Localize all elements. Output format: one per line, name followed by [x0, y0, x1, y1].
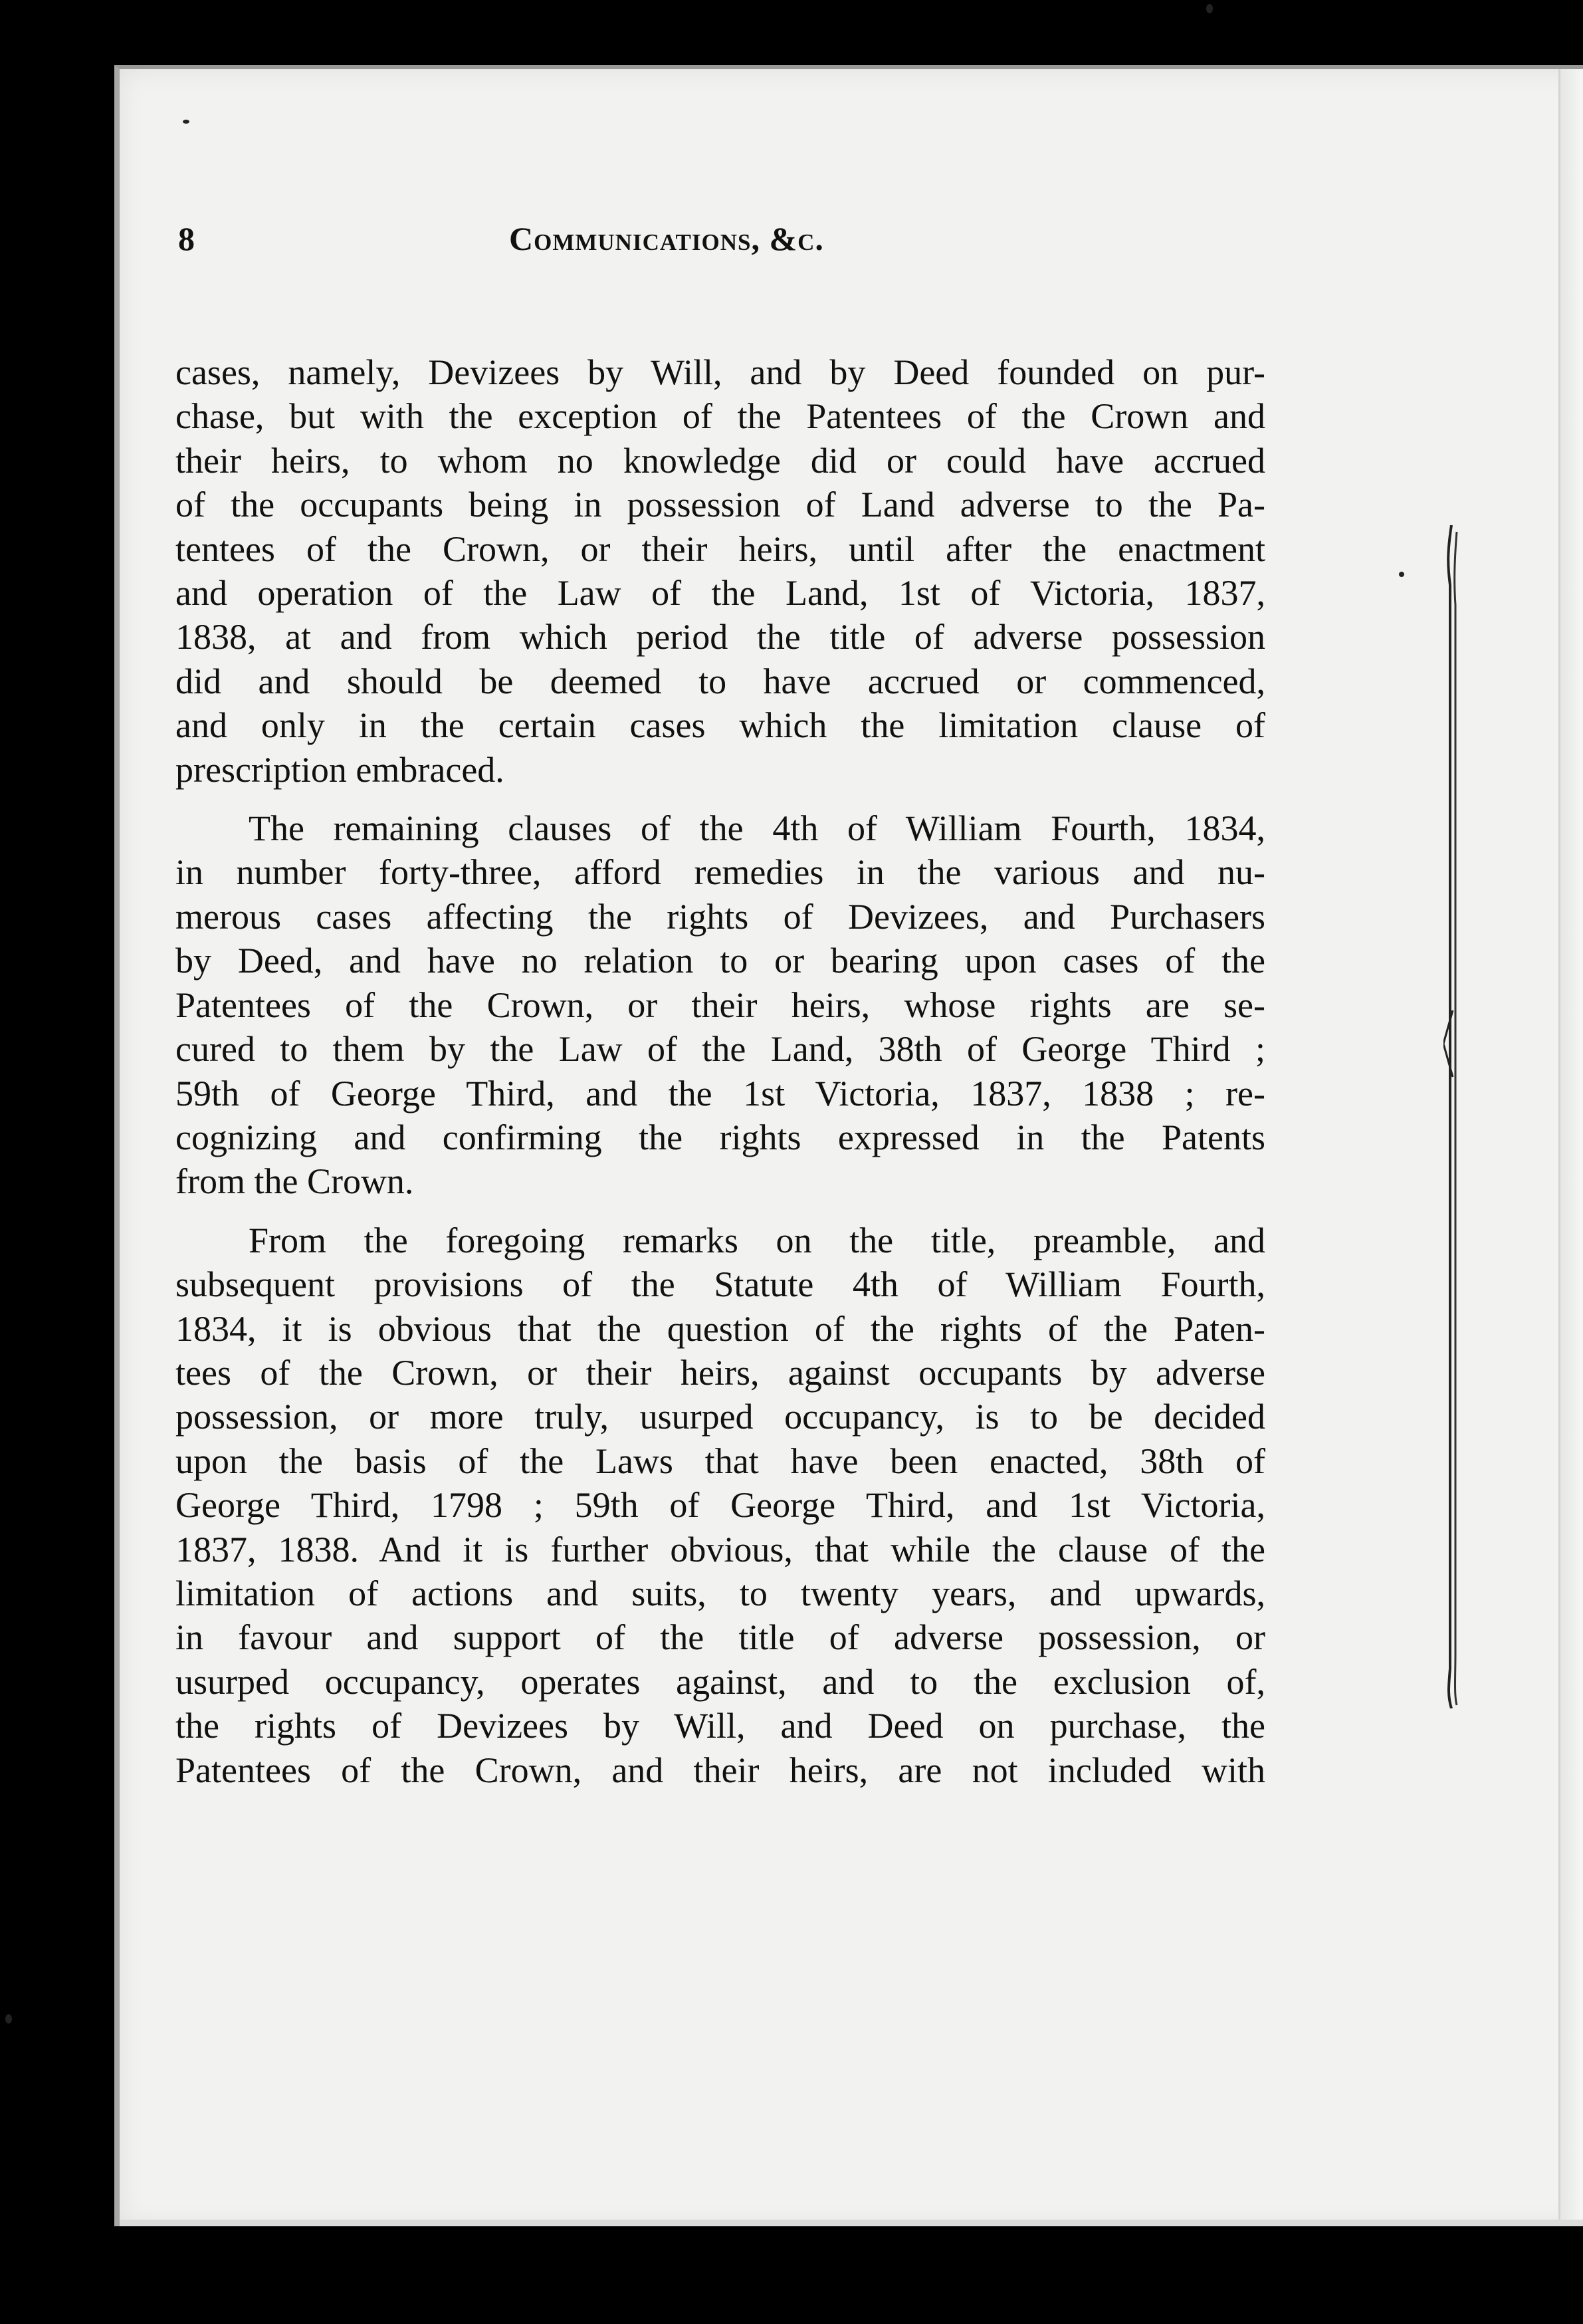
text-line: cases, namely, Devizees by Will, and by Deed founded on pur- — [175, 352, 1265, 392]
text-line: usurped occupancy, operates against, and to the exclusion of, — [175, 1661, 1265, 1702]
text-line: tentees of the Crown, or their heirs, until after the enactment — [175, 528, 1265, 569]
text-line: their heirs, to whom no knowledge did or could have accrued — [175, 440, 1265, 481]
text-line: 59th of George Third, and the 1st Victoria, 1837, 1838 ; re- — [175, 1073, 1265, 1113]
text-line: prescription embraced. — [175, 749, 504, 790]
paragraph-3 — [175, 1219, 1265, 1792]
text-line: merous cases affecting the rights of Devizees, and Purchasers — [175, 896, 1265, 937]
text-line: from the Crown. — [175, 1161, 414, 1202]
body-text — [175, 350, 1265, 1792]
text-line: limitation of actions and suits, to twenty years, and upwards, — [175, 1573, 1265, 1613]
margin-bracket-mark — [1443, 525, 1463, 1708]
text-line: Patentees of the Crown, or their heirs, whose rights are se- — [175, 985, 1265, 1025]
text-line: George Third, 1798 ; 59th of George Third, and 1st Victoria, — [175, 1485, 1265, 1526]
dust-speck — [1399, 572, 1404, 577]
page-header — [178, 219, 1042, 266]
text-line: upon the basis of the Laws that have been enacted, 38th of — [175, 1441, 1265, 1481]
running-head: Communications, &c. — [509, 220, 824, 257]
text-line: by Deed, and have no relation to or bearing upon cases of the — [175, 941, 1265, 981]
text-line: the rights of Devizees by Will, and Deed on purchase, the — [175, 1706, 1265, 1746]
text-line: cognizing and confirming the rights expressed in the Patents — [175, 1117, 1265, 1157]
text-line: From the foregoing remarks on the title, preamble, and — [249, 1220, 1265, 1260]
text-line: did and should be deemed to have accrued or commenced, — [175, 661, 1265, 701]
page-bottom-edge — [120, 2220, 1583, 2226]
paragraph-1 — [175, 350, 1265, 792]
text-line: cured to them by the Law of the Land, 38th of George Third ; — [175, 1029, 1265, 1070]
page-number: 8 — [178, 220, 195, 257]
text-line: 1837, 1838. And it is further obvious, that while the clause of the — [175, 1529, 1265, 1569]
text-line: in favour and support of the title of adverse possession, or — [175, 1617, 1265, 1658]
text-line: subsequent provisions of the Statute 4th of William Fourth, — [175, 1264, 1265, 1305]
page-edge — [1558, 69, 1583, 2226]
text-line: Patentees of the Crown, and their heirs, are not included with — [175, 1750, 1265, 1790]
text-line: chase, but with the exception of the Patentees of the Crown and — [175, 396, 1265, 437]
text-line: 1834, it is obvious that the question of the rights of the Paten- — [175, 1308, 1265, 1349]
text-line: The remaining clauses of the 4th of William Fourth, 1834, — [249, 808, 1265, 849]
text-line: and only in the certain cases which the limitation clause of — [175, 705, 1265, 746]
dust-speck — [1206, 4, 1213, 13]
text-line: and operation of the Law of the Land, 1st of Victoria, 1837, — [175, 573, 1265, 614]
text-line: 1838, at and from which period the title of adverse possession — [175, 617, 1265, 657]
paragraph-2 — [175, 806, 1265, 1204]
dust-speck — [5, 2014, 12, 2024]
text-line: possession, or more truly, usurped occupancy, is to be decided — [175, 1397, 1265, 1437]
dust-speck — [183, 120, 189, 124]
text-line: in number forty-three, afford remedies in the various and nu- — [175, 852, 1265, 893]
text-line: tees of the Crown, or their heirs, against occupants by adverse — [175, 1352, 1265, 1393]
text-line: of the occupants being in possession of Land adverse to the Pa- — [175, 485, 1265, 525]
